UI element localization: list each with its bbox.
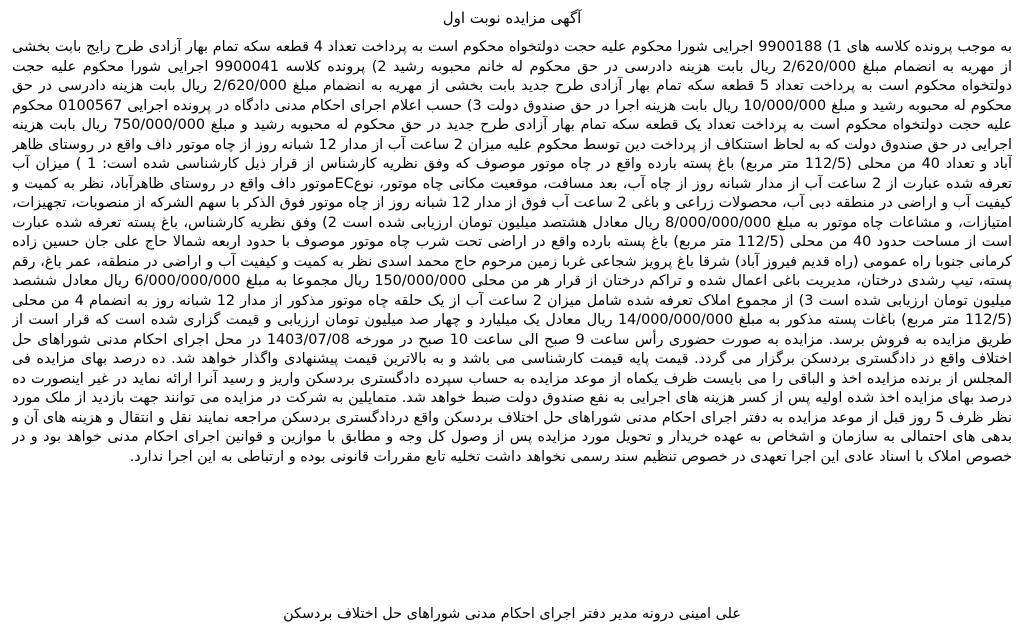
notice-body: به موجب پرونده کلاسه های 1) 9900188 اجرایی شورا محکوم علیه حجت دولتخواه محکوم است به پرداخت تعداد 4 قطعه سکه تمام بهار آزادی طرح رایج بابت بخشی از مهریه به انضمام مبلغ 2/620/000 ریال بابت هزینه دادرسی در حق محکوم له خانم محبوبه رشید 2) پرونده کلاسه 9900041 اجرایی شورا محکوم علیه حجت دولتخواه محکوم است به پرداخت تعداد 5 قطعه سکه تمام بهار آزادی طرح جدید بابت بخشی از مهریه به انضمام مبلغ 2/620/000 ریال بابت هزینه دادرسی در حق محکوم له محبوبه رشید و مبلغ 10/000/000 ریال بابت هزینه اجرا در حق صندوق دولت 3) حسب اعلام اجرای احکام مدنی دادگاه در پرونده اجرایی 0100567 محکوم علیه حجت دولتخواه محکوم است به پرداخت تعداد یک قطعه سکه تمام بهار آزادی طرح جدید در حق محکوم له محبوبه رشید و مبلغ 750/000/000 ریال بابت هزینه اجرایی در حق صندوق دولت که به لحاظ استنکاف از پرداخت دین توسط محکوم علیه میزان 2 ساعت آب از مدار 12 شبانه روز از چاه موتور داف واقع در روستای ظاهر آباد و تعداد 40 من محلی (112/5 متر مربع) باغ پسته بارده واقع در چاه موتور موصوف که وفق نظریه کارشناس از قرار ذیل کارشناسی شده است: 1 ) میزان آب تعرفه شده عبارت از 2 ساعت آب از مدار شبانه روز از چاه آب، بعد مسافت، موقعیت مکانی چاه موتور، نوعECموتور داف واقع در روستای ظاهرآباد، نظر به کمیت و کیفیت آب و اراضی در منطقه دبی آب، محصولات زراعی و باغی 2 ساعت آب فوق از مدار 12 شبانه روز از چاه موتور فوق الذکر با سهم الشرکه از منصوبات، تجهیزات، امتیازات، و مشاعات چاه موتور به مبلغ 8/000/000/000 ریال معادل هشتصد میلیون تومان ارزیابی شده است 2) وفق نظریه کارشناس، باغ پسته تعرفه شده عبارت است از مساحت حدود 40 من محلی (112/5 متر مربع) باغ پسته بارده واقع در اراضی تحت شرب چاه موتور موصوف با حدود اربعه شمالا حاج علی جان حسین زاده کرمانی جنوبا راه عمومی (راه قدیم فیروز آباد) شرقا باغ پرویز شجاعی غربا زمین مرحوم حاج محمد اسدی نظر به کمیت و کیفیت آب و اراضی در منطقه، عمر باغ، رقم پسته، تیپ رشدی درختان، مدیریت باغی اعمال شده و تراکم درختان از قرار هر من محلی 150/000/000 ریال مجموعا به مبلغ 6/000/000/000 ریال معادل ششصد میلیون تومان ارزیابی شده است 3) از مجموع املاک تعرفه شده شامل میزان 2 ساعت آب از یک حلقه چاه موتور مذکور از مدار 12 شبانه روز به انضمام 4 من محلی (112/5 متر مربع) باغات پسته مذکور به مبلغ 14/000/000/000 ریال معادل یک میلیارد و چهار صد میلیون تومان ارزیابی و قیمت گزاری شده است که قرار است از طریق مزایده به فروش برسد. مزایده به صورت حضوری رأس ساعت 9 صبح الی ساعت 10 صبح در مورخه 1403/07/08 در محل اجرای احکام مدنی شوراهای حل اختلاف واقع در دادگستری بردسکن برگزار می گردد. قیمت پایه قیمت کارشناسی می باشد و به بالاترین قیمت پیشنهادی واگذار خواهد شد. ده درصد بهای مزایده فی المجلس از برنده مزایده اخذ و الباقی را می بایست ظرف یکماه از موعد مزایده به حساب سپرده دادگستری بردسکن واریز و رسید آنرا ارائه نماید در غیر اینصورت ده درصد بهای مزایده اخذ شده اولیه پس از کسر هزینه های اجرایی به نفع صندوق دولت ضبط خواهد شد. متمایلین به شرکت در مزایده می توانند جهت بازدید از ملک مورد نظر ظرف 5 روز قبل از موعد مزایده به دفتر اجرای احکام مدنی شوراهای حل اختلاف بردسکن واقع دردادگستری بردسکن مراجعه نمایند نقل و انتقال و هزینه های آن و بدهی های احتمالی به سازمان و اشخاص به عهده خریدار و تحویل مورد مزایده پس از وصول کل وجه و مطابق با موازین و قوانین اجرای احکام مدنی خواهد بود و در خصوص املاک با اسناد عادی این اجرا تعهدی در خصوص تنظیم سند رسمی نخواهد داشت تخلیه تابع مقررات قانونی بوده و ارتباطی به این اجرا ندارد.	[12, 39, 1012, 465]
notice-signature: علی امینی درونه مدیر دفتر اجرای احکام مدنی شوراهای حل اختلاف بردسکن	[283, 606, 741, 622]
notice-title: آگهی مزایده نوبت اول	[442, 9, 582, 27]
